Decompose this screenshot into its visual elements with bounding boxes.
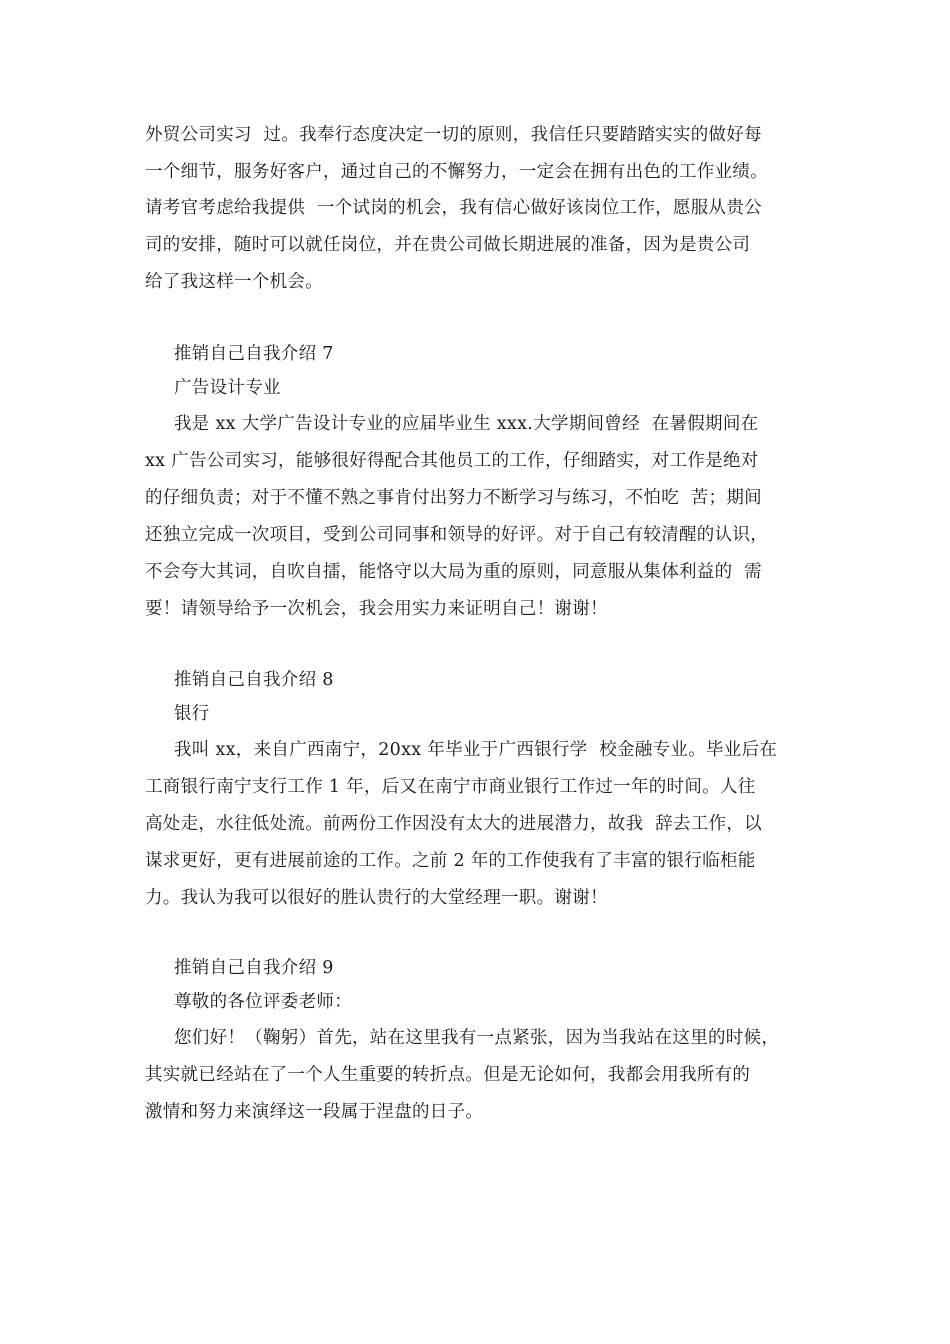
paragraph-line: 我叫 xx，来自广西南宁，20xx 年毕业于广西银行学 校金融专业。毕业后在 xyxy=(174,740,778,760)
section-heading: 推销自己自我介绍 9 xyxy=(174,958,334,978)
section-subheading: 银行 xyxy=(174,704,210,724)
paragraph-line: 外贸公司实习 过。我奉行态度决定一切的原则，我信任只要踏踏实实的做好每 xyxy=(145,125,762,145)
section-subheading: 尊敬的各位评委老师： xyxy=(174,992,352,1012)
paragraph-line: 您们好！（鞠躬）首先，站在这里我有一点紧张，因为当我站在这里的时候， xyxy=(174,1028,780,1048)
paragraph-line: 其实就已经站在了一个人生重要的转折点。但是无论如何，我都会用我所有的 xyxy=(145,1065,751,1085)
paragraph-line: 请考官考虑给我提供 一个试岗的机会，我有信心做好该岗位工作，愿服从贵公 xyxy=(145,198,762,218)
paragraph-line: 给了我这样一个机会。 xyxy=(145,272,323,292)
paragraph-line: 高处走，水往低处流。前两份工作因没有太大的进展潜力，故我 辞去工作，以 xyxy=(145,814,762,834)
paragraph-line: 要！请领导给予一次机会，我会用实力来证明自己！谢谢！ xyxy=(145,599,608,619)
paragraph-line: 一个细节，服务好客户，通过自己的不懈努力，一定会在拥有出色的工作业绩。 xyxy=(145,162,768,182)
paragraph-line: 还独立完成一次项目，受到公司同事和领导的好评。对于自己有较清醒的认识， xyxy=(145,525,768,545)
paragraph-line: 不会夸大其词，自吹自擂，能恪守以大局为重的原则，同意服从集体利益的 需 xyxy=(145,562,762,582)
paragraph-line: 司的安排，随时可以就任岗位，并在贵公司做长期进展的准备，因为是贵公司 xyxy=(145,235,751,255)
paragraph-line: 激情和努力来演绎这一段属于涅盘的日子。 xyxy=(145,1102,484,1122)
paragraph-line: 的仔细负责；对于不懂不熟之事肯付出努力不断学习与练习，不怕吃 苦；期间 xyxy=(145,488,762,508)
section-subheading: 广告设计专业 xyxy=(174,378,281,398)
paragraph-line: xx 广告公司实习，能够很好得配合其他员工的工作，仔细踏实，对工作是绝对 xyxy=(145,451,759,471)
section-heading: 推销自己自我介绍 8 xyxy=(174,670,334,690)
paragraph-line: 工商银行南宁支行工作 1 年，后又在南宁市商业银行工作过一年的时间。人往 xyxy=(145,777,756,797)
paragraph-line: 力。我认为我可以很好的胜认贵行的大堂经理一职。谢谢！ xyxy=(145,888,608,908)
paragraph-line: 我是 xx 大学广告设计专业的应届毕业生 xxx.大学期间曾经 在暑假期间在 xyxy=(174,414,759,434)
section-heading: 推销自己自我介绍 7 xyxy=(174,344,334,364)
paragraph-line: 谋求更好，更有进展前途的工作。之前 2 年的工作使我有了丰富的银行临柜能 xyxy=(145,851,756,871)
